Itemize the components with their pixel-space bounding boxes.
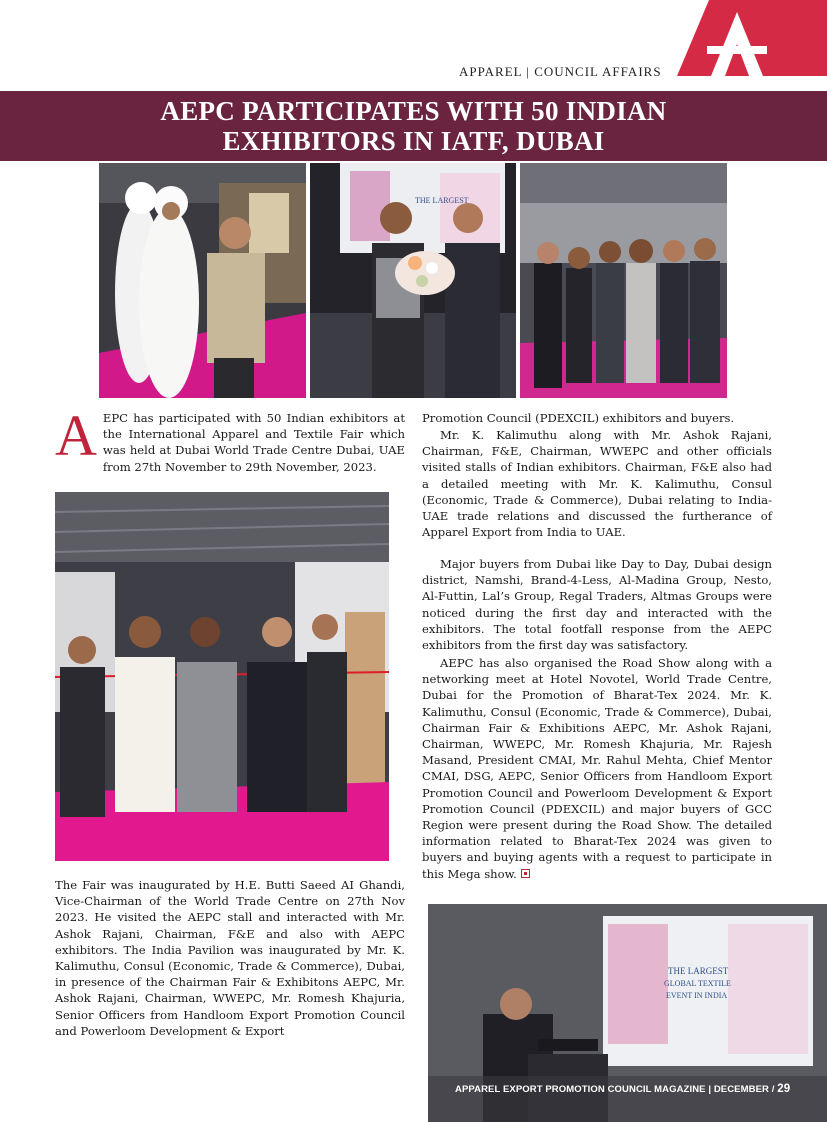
footer-magazine-name: APPAREL EXPORT PROMOTION COUNCIL MAGAZINE | DECEMBER /	[455, 1084, 775, 1095]
continuation-paragraph: Promotion Council (PDEXCIL) exhibitors and buyers.	[422, 411, 735, 425]
photo-group-delegation	[520, 163, 727, 398]
article-intro	[55, 403, 405, 475]
intro-paragraph-text: EPC has participated with 50 Indian exhibitors at the International Apparel and Textile Fair which was held at Dubai World Trade Centre Dubai, UAE from 27th November to 29th November, 2023.	[102, 411, 405, 474]
slide-headline-text: THE LARGEST	[415, 196, 469, 205]
screen-slide-line1: THE LARGEST	[668, 966, 729, 976]
page-footer	[455, 1083, 790, 1095]
end-of-article-mark	[521, 869, 530, 878]
article-title-band	[0, 91, 827, 161]
photo-bouquet-presentation	[310, 163, 516, 398]
article-title-line2: EXHIBITORS IN IATF, DUBAI	[222, 126, 605, 156]
magazine-logo-mark	[677, 0, 827, 76]
photo-dignitary-meeting	[99, 163, 306, 398]
page-number: 29	[777, 1083, 791, 1095]
section-tag: APPAREL | COUNCIL AFFAIRS	[459, 64, 662, 79]
screen-slide-line2: GLOBAL TEXTILE	[664, 979, 731, 988]
consul-visit-paragraph: Mr. K. Kalimuthu along with Mr. Ashok Rajani, Chairman, F&E, Chairman, WWEPC and other officials visited stalls of Indian exhibitors. Chairman, F&E also had a detailed meeting with Mr. K. Kalimuthu, Consul (Economic, Trade & Commerce), Dubai relating to India-UAE trade relations and discussed the furtherance of Apparel Export from India to UAE.	[422, 428, 772, 540]
inauguration-paragraph: The Fair was inaugurated by H.E. Butti Saeed AI Ghandi, Vice-Chairman of the World Trade Centre on 27th Nov 2023. He visited the AEPC stall and interacted with Mr. Ashok Rajani, Chairman, F&E and also with AEPC exhibitors. The India Pavilion was inaugurated by Mr. K. Kalimuthu, Consul (Economic, Trade & Commerce), Dubai, in presence of the Chairman Fair & Exhibitons AEPC, Mr. Ashok Rajani, Chairman, WWEPC, Mr. Romesh Khajuria, Senior Officers from Handloom Export Promotion Council and Powerloom Development & Export	[55, 878, 405, 1038]
dropcap-letter: A	[55, 403, 97, 468]
article-title-line1: AEPC PARTICIPATES WITH 50 INDIAN	[160, 96, 667, 126]
roadshow-paragraph-text: AEPC has also organised the Road Show along with a networking meet at Hotel Novotel, World Trade Centre, Dubai for the Promotion of Bharat-Tex 2024. Mr. K. Kalimuthu, Consul (Economic, Trade & Commerce), Dubai, Chairman Fair & Exhibitions AEPC, Mr. Ashok Rajani, Chairman, WWEPC, Mr. Romesh Khajuria, Mr. Rajesh Masand, President CMAI, Mr. Rahul Mehta, Chief Mentor CMAI, DSG, AEPC, Senior Officers from Handloom Export Promotion Council and Powerloom Development & Export Promotion Council (PDEXCIL) and major buyers of GCC Region were present during the Road Show. The detailed information related to Bharat-Tex 2024 was given to buyers and buying agents with a request to participate in this Mega show.	[422, 656, 772, 881]
photo-ribbon-cutting	[55, 492, 389, 861]
screen-slide-line3: EVENT IN INDIA	[666, 991, 728, 1000]
buyers-paragraph: Major buyers from Dubai like Day to Day, Dubai design district, Namshi, Brand-4-Less, Al-Madina Group, Nesto, Al-Futtin, Lal’s Group, Regal Traders, Altmas Groups were noticed during the first day and interacted with the exhibitors. The total footfall response from the AEPC exhibitors from the first day was satisfactory.	[422, 557, 772, 653]
roadshow-paragraph	[422, 655, 772, 882]
